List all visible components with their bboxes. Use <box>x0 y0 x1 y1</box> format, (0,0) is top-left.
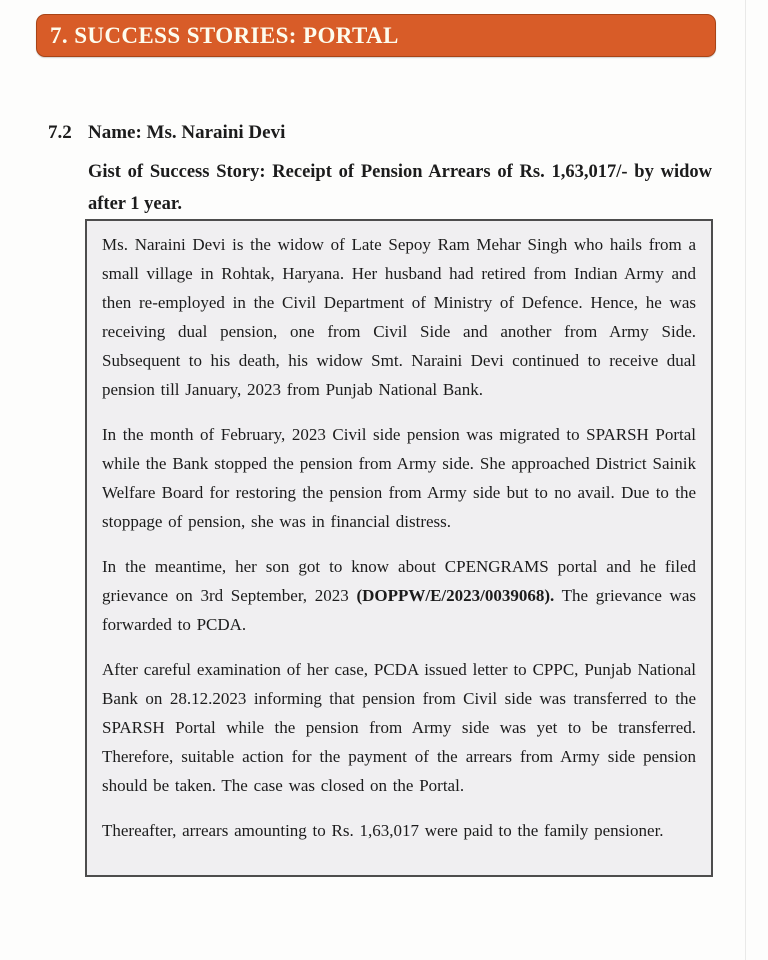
page-scan-edge <box>745 0 746 960</box>
story-paragraph-2: In the month of February, 2023 Civil side pension was migrated to SPARSH Portal while the Bank stopped the pension from Army side. She approached District Sainik Welfare Board for restoring the pension from Army side but to no avail. Due to the stoppage of pension, she was in financial distress. <box>102 425 696 531</box>
pensioner-name-heading: Name: Ms. Naraini Devi <box>88 122 286 143</box>
gist-heading <box>88 156 712 220</box>
gist-heading-line1: Gist of Success Story: Receipt of Pension Arrears of Rs. 1,63,017/- by widow <box>88 162 712 182</box>
story-paragraph-3 <box>102 552 696 639</box>
success-story-box <box>85 219 713 877</box>
story-paragraph-3-text: In the meantime, her son got to know about CPENGRAMS portal and he filed grievance on 3rd September, 2023 <box>102 557 696 605</box>
story-paragraph-3-text-after: The grievance was forwarded to PCDA. <box>102 586 696 634</box>
story-paragraph-4: After careful examination of her case, PCDA issued letter to CPPC, Punjab National Bank on 28.12.2023 informing that pension from Civil side was transferred to the SPARSH Portal while the pension from Army side was yet to be transferred. Therefore, suitable action for the payment of the arrears from Army side pension should be taken. The case was closed on the Portal. <box>102 660 696 795</box>
gist-heading-line2: after 1 year. <box>88 194 183 214</box>
story-heading <box>48 122 712 220</box>
section-banner <box>36 14 716 57</box>
section-number: 7.2 <box>48 122 72 143</box>
story-paragraph-1: Ms. Naraini Devi is the widow of Late Sepoy Ram Mehar Singh who hails from a small village in Rohtak, Haryana. Her husband had retired from Indian Army and then re-employed in the Civil Department of Ministry of Defence. Hence, he was receiving dual pension, one from Civil Side and another from Army Side. Subsequent to his death, his widow Smt. Naraini Devi continued to receive dual pension till January, 2023 from Punjab National Bank. <box>102 235 696 399</box>
grievance-registration-number: (DOPPW/E/2023/0039068). <box>356 586 555 605</box>
story-paragraph-5: Thereafter, arrears amounting to Rs. 1,63,017 were paid to the family pensioner. <box>102 821 664 840</box>
section-banner-title: 7. SUCCESS STORIES: PORTAL <box>50 22 399 48</box>
